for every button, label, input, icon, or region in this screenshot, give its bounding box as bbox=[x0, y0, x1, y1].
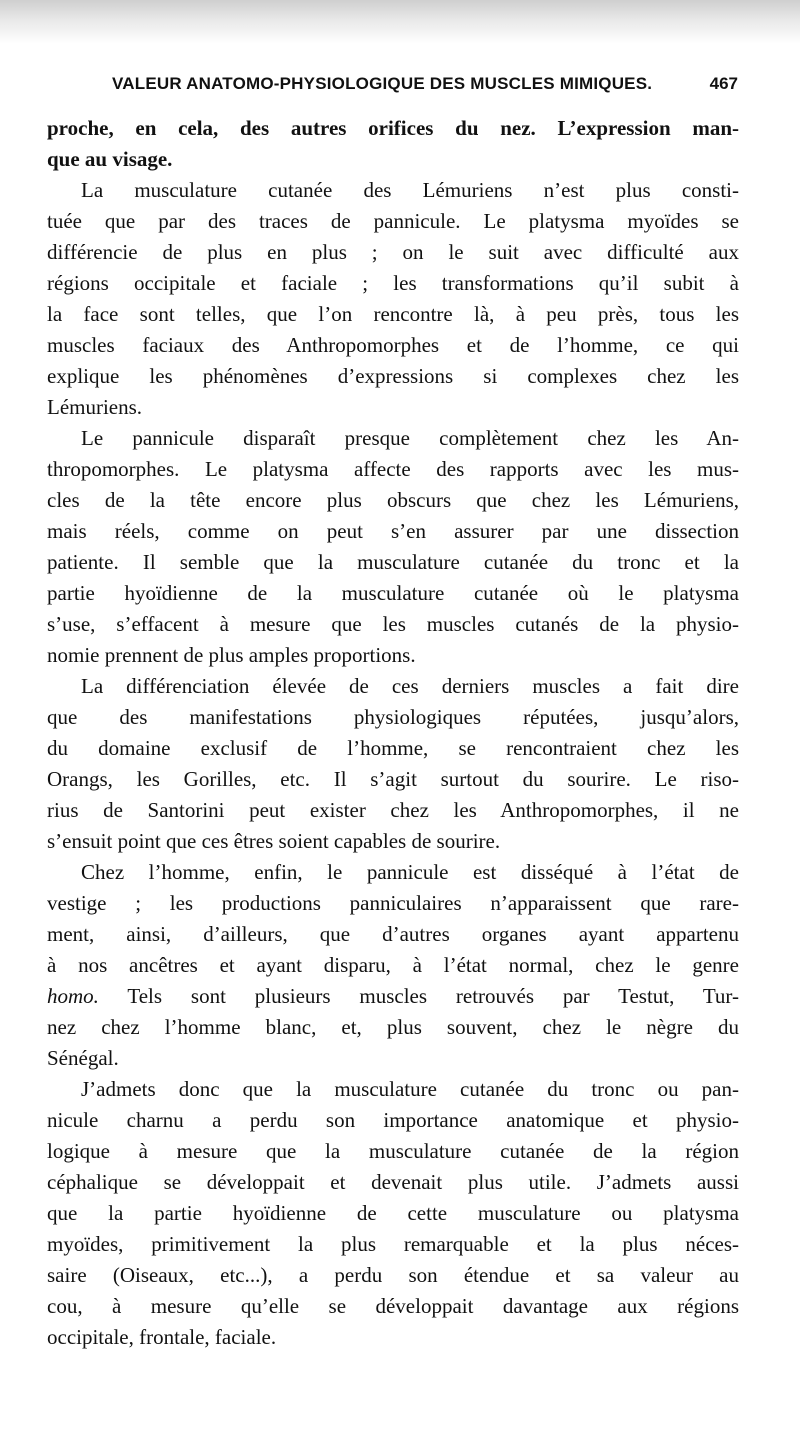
text-line: nomie prennent de plus amples proportions. bbox=[47, 643, 416, 667]
text-line: muscles faciaux des Anthropomorphes et de l’homme, ce qui bbox=[47, 333, 739, 357]
text-line: explique les phénomènes d’expressions si complexes chez les bbox=[47, 364, 739, 388]
text-line: à nos ancêtres et ayant disparu, à l’état normal, chez le genre bbox=[47, 953, 739, 977]
text-line: patiente. Il semble que la musculature cutanée du tronc et la bbox=[47, 550, 739, 574]
text-line: tuée que par des traces de pannicule. Le platysma myoïdes se bbox=[47, 209, 739, 233]
body-text bbox=[47, 113, 739, 1353]
text-line: Le pannicule disparaît presque complètement chez les An- bbox=[81, 426, 739, 450]
page-number: 467 bbox=[709, 74, 738, 93]
text-line: J’admets donc que la musculature cutanée du tronc ou pan- bbox=[81, 1077, 739, 1101]
scan-edge-shadow bbox=[0, 0, 800, 44]
text-line: du domaine exclusif de l’homme, se rencontraient chez les bbox=[47, 736, 739, 760]
text-line: La différenciation élevée de ces derniers muscles a fait dire bbox=[81, 674, 739, 698]
text-line: thropomorphes. Le platysma affecte des rapports avec les mus- bbox=[47, 457, 739, 481]
text-line: que la partie hyoïdienne de cette musculature ou platysma bbox=[47, 1201, 739, 1225]
text-line: différencie de plus en plus ; on le suit avec difficulté aux bbox=[47, 240, 739, 264]
text-line: La musculature cutanée des Lémuriens n’est plus consti- bbox=[81, 178, 739, 202]
text-line: occipitale, frontale, faciale. bbox=[47, 1325, 277, 1349]
text-line: s’use, s’effacent à mesure que les muscles cutanés de la physio- bbox=[47, 612, 739, 636]
text-line: logique à mesure que la musculature cutanée de la région bbox=[47, 1139, 739, 1163]
text-line: partie hyoïdienne de la musculature cutanée où le platysma bbox=[47, 581, 739, 605]
text-line: cou, à mesure qu’elle se développait davantage aux régions bbox=[47, 1294, 739, 1318]
text-line: mais réels, comme on peut s’en assurer par une dissection bbox=[47, 519, 739, 543]
running-title: VALEUR ANATOMO-PHYSIOLOGIQUE DES MUSCLES MIMIQUES. bbox=[112, 74, 653, 93]
text-line: Sénégal. bbox=[47, 1046, 119, 1070]
italic-term: homo. bbox=[47, 984, 99, 1008]
text-line bbox=[47, 981, 739, 1012]
text-line: cles de la tête encore plus obscurs que chez les Lémuriens, bbox=[47, 488, 739, 512]
text-line: ment, ainsi, d’ailleurs, que d’autres organes ayant appartenu bbox=[47, 922, 739, 946]
running-head bbox=[112, 74, 738, 102]
text-line: nez chez l’homme blanc, et, plus souvent, chez le nègre du bbox=[47, 1015, 739, 1039]
text-line: régions occipitale et faciale ; les transformations qu’il subit à bbox=[47, 271, 739, 295]
text-line: céphalique se développait et devenait plus utile. J’admets aussi bbox=[47, 1170, 739, 1194]
text-line: rius de Santorini peut exister chez les Anthropomorphes, il ne bbox=[47, 798, 739, 822]
text-line: myoïdes, primitivement la plus remarquable et la plus néces- bbox=[47, 1232, 739, 1256]
text-line: la face sont telles, que l’on rencontre là, à peu près, tous les bbox=[47, 302, 739, 326]
text-line: s’ensuit point que ces êtres soient capables de sourire. bbox=[47, 829, 501, 853]
text-line: Chez l’homme, enfin, le pannicule est disséqué à l’état de bbox=[81, 860, 739, 884]
text-line: que au visage. bbox=[47, 147, 173, 171]
text-line: que des manifestations physiologiques réputées, jusqu’alors, bbox=[47, 705, 739, 729]
text-line: Lémuriens. bbox=[47, 395, 143, 419]
line-text: Tels sont plusieurs muscles retrouvés par Testut, Tur- bbox=[98, 984, 739, 1008]
text-line: proche, en cela, des autres orifices du nez. L’expression man- bbox=[47, 116, 739, 140]
text-line: nicule charnu a perdu son importance anatomique et physio- bbox=[47, 1108, 739, 1132]
text-line: vestige ; les productions panniculaires n’apparaissent que rare- bbox=[47, 891, 739, 915]
text-line: Orangs, les Gorilles, etc. Il s’agit surtout du sourire. Le riso- bbox=[47, 767, 739, 791]
text-line: saire (Oiseaux, etc...), a perdu son étendue et sa valeur au bbox=[47, 1263, 739, 1287]
